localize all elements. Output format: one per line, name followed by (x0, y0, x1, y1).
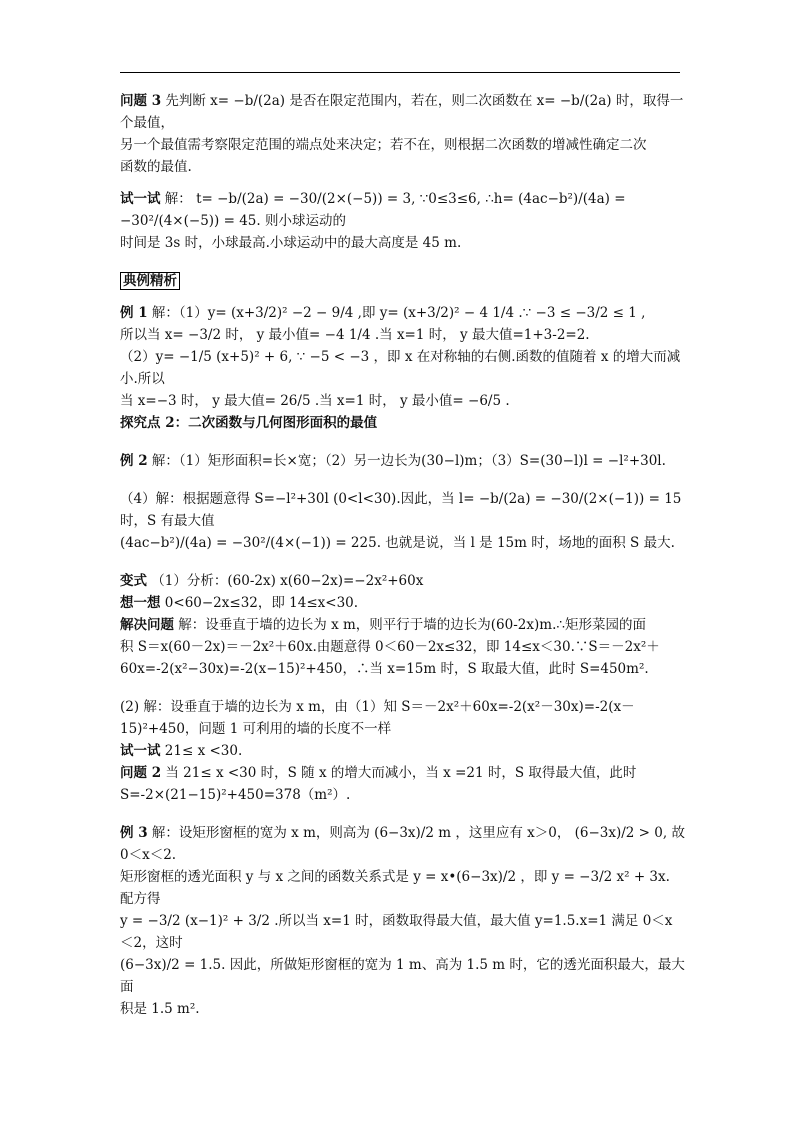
text-line: 问题 3 先判断 x= −b/(2a) 是否在限定范围内，若在，则二次函数在 x= −b/(2a) 时，取得一个最值， (120, 93, 684, 131)
text-line: 例 3 解：设矩形窗框的宽为 x m，则高为 (6−3x)/2 m ，这里应有 x＞0， (6−3x)/2 > 0, 故 0＜x＜2. (120, 825, 685, 863)
text-line: 积是 1.5 m². (120, 1001, 200, 1017)
text-line: 当 x=−3 时， y 最大值= 26/5 .当 x=1 时， y 最小值= −6/5 . (120, 393, 510, 409)
header-rule (120, 72, 680, 73)
text-line: (6−3x)/2 = 1.5. 因此，所做矩形窗框的宽为 1 m、高为 1.5 m 时，它的透光面积最大，最大面 (120, 957, 685, 995)
text-line: 积 S＝x(60－2x)＝－2x²＋60x.由题意得 0＜60－2x≤32，即 14≤x＜30.∵S＝－2x²＋ (120, 639, 660, 655)
text-line: 试一试 21≤ x <30. (120, 743, 243, 759)
text-line: S=-2×(21−15)²+450=378（m²）. (120, 787, 351, 803)
text-line: (2) 解：设垂直于墙的边长为 x m，由（1）知 S＝－2x²＋60x=-2(x²－30x)=-2(x－ (120, 699, 635, 715)
text-line: 时间是 3s 时，小球最高.小球运动中的最大高度是 45 m. (120, 235, 462, 251)
text-line: 另一个最值需考察限定范围的端点处来决定；若不在，则根据二次函数的增减性确定二次 (120, 137, 647, 153)
text-line: 问题 2 当 21≤ x <30 时，S 随 x 的增大而减小，当 x =21 时，S 取得最大值，此时 (120, 765, 637, 781)
text-line: 15)²+450，问题 1 可利用的墙的长度不一样 (120, 721, 392, 737)
text-line: 函数的最值. (120, 159, 192, 175)
document-body (120, 90, 685, 1020)
section-heading: 探究点 2：二次函数与几何图形面积的最值 (120, 415, 378, 431)
text-line: 例 1 解：（1）y= (x+3/2)² −2 − 9/4 ,即 y= (x+3/2)² − 4 1/4 .∵ −3 ≤ −3/2 ≤ 1 , (120, 305, 646, 321)
text-line: （2）y= −1/5 (x+5)² + 6, ∵ −5 < −3 ，即 x 在对称轴的右侧.函数的值随着 x 的增大而减小.所以 (120, 349, 681, 387)
text-line: 例 2 解：（1）矩形面积=长×宽；（2）另一边长为(30−l)m；（3）S=(30−l)l = −l²+30l. (120, 453, 666, 469)
text-line: 试一试 解： t= −b/(2a) = −30/(2×(−5)) = 3, ∵0≤3≤6, ∴h= (4ac−b²)/(4a) = −30²/(4×(−5)) = 45. 则小球运动的 (120, 191, 626, 229)
text-line: 变式 （1）分析：(60-2x) x(60−2x)=−2x²+60x (120, 573, 424, 589)
text-line: 解决问题 解：设垂直于墙的边长为 x m，则平行于墙的边长为(60-2x)m.∴矩形菜园的面 (120, 617, 646, 633)
text-line: 想一想 0<60−2x≤32，即 14≤x<30. (120, 595, 359, 611)
section-heading: 典例精析 (120, 270, 685, 292)
text-line: 所以当 x= −3/2 时， y 最小值= −4 1/4 .当 x=1 时， y 最大值=1+3-2=2. (120, 327, 590, 343)
text-line: y = −3/2 (x−1)² + 3/2 .所以当 x=1 时，函数取得最大值，最大值 y=1.5.x=1 满足 0＜x＜2，这时 (120, 913, 673, 951)
text-line: 60x=-2(x²−30x)=-2(x−15)²+450，∴当 x=15m 时，S 取最大值，此时 S=450m². (120, 661, 649, 677)
text-line: （4）解：根据题意得 S=−l²+30l (0<l<30).因此，当 l= −b/(2a) = −30/(2×(−1)) = 15 时，S 有最大值 (120, 491, 682, 529)
text-line: (4ac−b²)/(4a) = −30²/(4×(−1)) = 225. 也就是说，当 l 是 15m 时，场地的面积 S 最大. (120, 535, 675, 551)
text-line: 矩形窗框的透光面积 y 与 x 之间的函数关系式是 y = x•(6−3x)/2 ，即 y = −3/2 x² + 3x. 配方得 (120, 869, 670, 907)
